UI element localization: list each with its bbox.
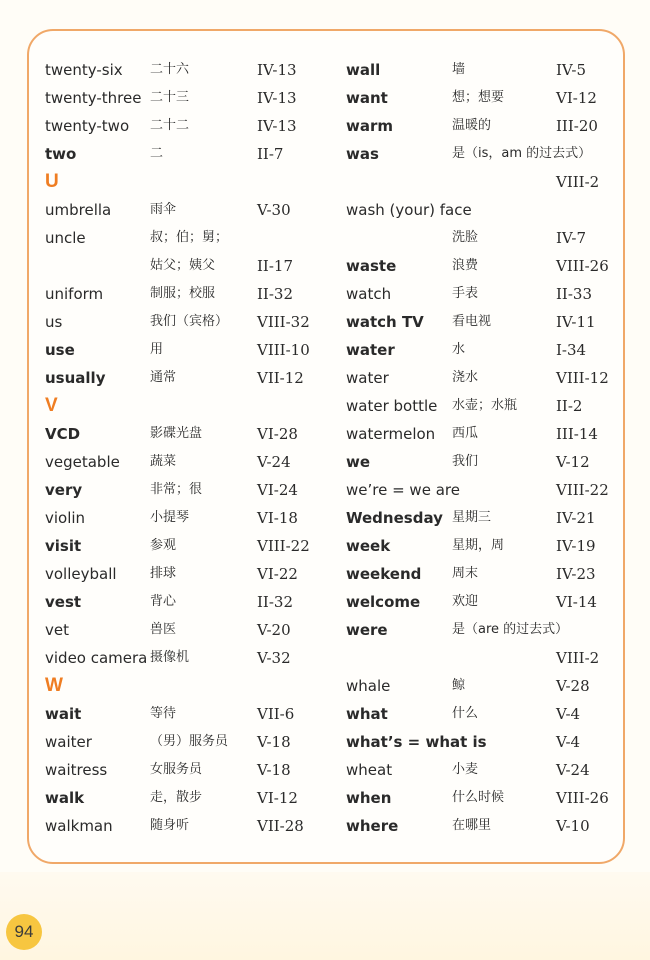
entry-word: water <box>346 369 389 387</box>
entry-word: video camera <box>45 649 148 667</box>
entry-word: warm <box>346 117 394 135</box>
glossary-entry-us <box>45 308 335 336</box>
entry-reference: IV-11 <box>556 313 596 331</box>
entry-translation: 二十六 <box>150 62 190 77</box>
entry-translation: 鲸 <box>452 678 466 693</box>
section-letter-v: V <box>45 395 58 416</box>
entry-word: violin <box>45 509 86 527</box>
entry-translation: 影碟光盘 <box>150 426 203 441</box>
entry-word: wash (your) face <box>346 201 472 219</box>
glossary-entry-watch <box>346 280 622 308</box>
glossary-entry-we-re-we-are <box>346 476 622 504</box>
entry-translation: 在哪里 <box>452 818 492 833</box>
entry-translation: 西瓜 <box>452 426 479 441</box>
entry-translation: 我们（宾格） <box>150 314 229 329</box>
glossary-entry-two <box>45 140 335 168</box>
entry-reference: V-32 <box>257 649 291 667</box>
glossary-entry-warm <box>346 112 622 140</box>
entry-translation: 手表 <box>452 286 479 301</box>
entry-translation: 浇水 <box>452 370 479 385</box>
glossary-entry-video-camera <box>45 644 335 672</box>
entry-reference: VIII-2 <box>556 173 600 191</box>
entry-translation: 随身听 <box>150 818 190 833</box>
glossary-entry-we <box>346 448 622 476</box>
entry-reference: VI-28 <box>257 425 298 443</box>
glossary-entry-water <box>346 364 622 392</box>
entry-translation: 兽医 <box>150 622 177 637</box>
entry-reference: IV-21 <box>556 509 596 527</box>
entry-reference: III-14 <box>556 425 598 443</box>
entry-word: what <box>346 705 388 723</box>
entry-reference: IV-13 <box>257 89 297 107</box>
glossary-entry-wheat <box>346 756 622 784</box>
glossary-entry-weekend <box>346 560 622 588</box>
glossary-entry-water-bottle <box>346 392 622 420</box>
glossary-entry-week <box>346 532 622 560</box>
entry-word: watch <box>346 285 392 303</box>
glossary-entry-continuation <box>346 168 622 196</box>
entry-reference: III-20 <box>556 117 598 135</box>
glossary-entry-usually <box>45 364 335 392</box>
entry-word: very <box>45 481 83 499</box>
entry-word: twenty-three <box>45 89 142 107</box>
glossary-entry-wall <box>346 56 622 84</box>
entry-reference: V-4 <box>556 733 581 751</box>
glossary-entry-vest <box>45 588 335 616</box>
entry-reference: VIII-2 <box>556 649 600 667</box>
entry-word: vegetable <box>45 453 120 471</box>
entry-translation: 等待 <box>150 706 177 721</box>
entry-word: we <box>346 453 371 471</box>
glossary-entry-wash-your-face <box>346 196 622 224</box>
entry-translation: 洗脸 <box>452 230 479 245</box>
glossary-entry-waiter <box>45 728 335 756</box>
entry-word: vet <box>45 621 69 639</box>
section-letter-u: U <box>45 171 59 192</box>
entry-word: two <box>45 145 77 163</box>
entry-translation: 制服；校服 <box>150 286 216 301</box>
entry-translation: 小麦 <box>452 762 479 777</box>
entry-reference: II-7 <box>257 145 284 163</box>
entry-reference: IV-19 <box>556 537 596 555</box>
page-number: 94 <box>6 914 42 950</box>
entry-word: usually <box>45 369 106 387</box>
entry-reference: V-4 <box>556 705 581 723</box>
entry-word: welcome <box>346 593 421 611</box>
entry-word: were <box>346 621 388 639</box>
entry-translation: 参观 <box>150 538 177 553</box>
entry-word: week <box>346 537 391 555</box>
entry-reference: II-32 <box>257 593 294 611</box>
entry-translation: 星期三 <box>452 510 492 525</box>
entry-word: uncle <box>45 229 86 247</box>
entry-word: water bottle <box>346 397 438 415</box>
entry-translation: 星期，周 <box>452 538 505 553</box>
entry-translation: 墙 <box>452 62 466 77</box>
glossary-entry-watermelon <box>346 420 622 448</box>
entry-translation: 用 <box>150 342 164 357</box>
glossary-entry-walkman <box>45 812 335 840</box>
entry-reference: VI-14 <box>556 593 597 611</box>
glossary-entry-walk <box>45 784 335 812</box>
entry-reference: IV-13 <box>257 61 297 79</box>
entry-translation: 小提琴 <box>150 510 190 525</box>
entry-word: we’re = we are <box>346 481 460 499</box>
glossary-entry-volleyball <box>45 560 335 588</box>
entry-reference: VIII-12 <box>556 369 609 387</box>
glossary-entry-uncle <box>45 224 335 252</box>
entry-word: volleyball <box>45 565 117 583</box>
entry-translation: 走，散步 <box>150 790 203 805</box>
entry-reference: I-34 <box>556 341 587 359</box>
entry-translation: 是（are 的过去式） <box>452 622 569 637</box>
entry-word: whale <box>346 677 391 695</box>
glossary-entry-want <box>346 84 622 112</box>
entry-word: when <box>346 789 392 807</box>
entry-translation: 看电视 <box>452 314 492 329</box>
entry-reference: VIII-22 <box>556 481 609 499</box>
entry-translation: 非常；很 <box>150 482 203 497</box>
glossary-entry-waste <box>346 252 622 280</box>
page-footer-band <box>0 872 650 960</box>
entry-word: want <box>346 89 388 107</box>
glossary-entry-twenty-three <box>45 84 335 112</box>
entry-translation: 周末 <box>452 566 479 581</box>
entry-translation: 叔；伯；舅； <box>150 230 229 245</box>
glossary-entry-visit <box>45 532 335 560</box>
entry-reference: VII-12 <box>257 369 304 387</box>
entry-translation: 温暖的 <box>452 118 492 133</box>
entry-translation: 通常 <box>150 370 177 385</box>
entry-translation: 欢迎 <box>452 594 479 609</box>
glossary-entry-were <box>346 616 622 644</box>
glossary-entry-twenty-six <box>45 56 335 84</box>
entry-reference: VI-22 <box>257 565 298 583</box>
glossary-entry-what-s-what-is <box>346 728 622 756</box>
entry-reference: V-18 <box>257 761 291 779</box>
entry-word: VCD <box>45 425 81 443</box>
entry-word: waste <box>346 257 397 275</box>
entry-translation: 二十三 <box>150 90 190 105</box>
entry-translation: 水壶；水瓶 <box>452 398 518 413</box>
glossary-entry-water <box>346 336 622 364</box>
glossary-entry-vegetable <box>45 448 335 476</box>
entry-reference: VIII-26 <box>556 789 609 807</box>
entry-reference: IV-5 <box>556 61 586 79</box>
entry-word: where <box>346 817 399 835</box>
entry-word: walkman <box>45 817 113 835</box>
glossary-entry-where <box>346 812 622 840</box>
entry-reference: V-20 <box>257 621 291 639</box>
entry-translation: 什么 <box>452 706 479 721</box>
glossary-entry-continuation <box>45 252 335 280</box>
entry-translation: 二 <box>150 146 164 161</box>
entry-reference: VIII-32 <box>257 313 310 331</box>
glossary-entry-very <box>45 476 335 504</box>
entry-reference: VII-28 <box>257 817 304 835</box>
glossary-entry-whale <box>346 672 622 700</box>
entry-reference: VI-12 <box>556 89 597 107</box>
entry-reference: V-28 <box>556 677 590 695</box>
entry-word: waiter <box>45 733 92 751</box>
entry-word: umbrella <box>45 201 112 219</box>
glossary-entry-wednesday <box>346 504 622 532</box>
entry-reference: IV-23 <box>556 565 596 583</box>
entry-reference: V-30 <box>257 201 291 219</box>
entry-word: wall <box>346 61 381 79</box>
glossary-entry-continuation <box>346 644 622 672</box>
glossary-panel <box>27 29 625 864</box>
entry-word: uniform <box>45 285 104 303</box>
entry-reference: VI-24 <box>257 481 298 499</box>
glossary-entry-violin <box>45 504 335 532</box>
glossary-entry-was <box>346 140 622 168</box>
glossary-entry-waitress <box>45 756 335 784</box>
entry-translation: 水 <box>452 342 466 357</box>
glossary-entry-when <box>346 784 622 812</box>
entry-word: twenty-two <box>45 117 130 135</box>
entry-word: waitress <box>45 761 108 779</box>
entry-word: wheat <box>346 761 393 779</box>
entry-translation: 是（is，am 的过去式） <box>452 146 592 161</box>
entry-reference: VIII-26 <box>556 257 609 275</box>
entry-reference: II-32 <box>257 285 294 303</box>
glossary-entry-twenty-two <box>45 112 335 140</box>
entry-translation: 浪费 <box>452 258 479 273</box>
entry-word: watermelon <box>346 425 436 443</box>
entry-reference: V-24 <box>556 761 590 779</box>
entry-reference: VIII-10 <box>257 341 310 359</box>
entry-reference: VI-12 <box>257 789 298 807</box>
glossary-entry-use <box>45 336 335 364</box>
entry-translation: 雨伞 <box>150 202 177 217</box>
entry-translation: 背心 <box>150 594 177 609</box>
glossary-entry-what <box>346 700 622 728</box>
entry-translation: 蔬菜 <box>150 454 177 469</box>
glossary-entry-uniform <box>45 280 335 308</box>
entry-reference: VII-6 <box>257 705 295 723</box>
entry-reference: VI-18 <box>257 509 298 527</box>
entry-word: was <box>346 145 379 163</box>
entry-reference: IV-7 <box>556 229 586 247</box>
entry-translation: 想；想要 <box>452 90 505 105</box>
entry-word: water <box>346 341 395 359</box>
entry-translation: 姑父；姨父 <box>150 258 216 273</box>
entry-reference: VIII-22 <box>257 537 310 555</box>
glossary-entry-vcd <box>45 420 335 448</box>
glossary-entry-umbrella <box>45 196 335 224</box>
entry-word: twenty-six <box>45 61 123 79</box>
entry-reference: V-24 <box>257 453 291 471</box>
entry-translation: （男）服务员 <box>150 734 229 749</box>
entry-reference: V-18 <box>257 733 291 751</box>
entry-reference: IV-13 <box>257 117 297 135</box>
entry-word: Wednesday <box>346 509 443 527</box>
entry-translation: 排球 <box>150 566 177 581</box>
entry-reference: II-2 <box>556 397 583 415</box>
entry-word: weekend <box>346 565 422 583</box>
entry-translation: 二十二 <box>150 118 190 133</box>
entry-word: what’s = what is <box>346 733 487 751</box>
glossary-entry-vet <box>45 616 335 644</box>
glossary-entry-continuation <box>346 224 622 252</box>
entry-word: use <box>45 341 75 359</box>
section-letter-w: W <box>45 675 63 696</box>
entry-word: walk <box>45 789 85 807</box>
entry-translation: 摄像机 <box>150 650 190 665</box>
entry-word: vest <box>45 593 82 611</box>
glossary-entry-welcome <box>346 588 622 616</box>
entry-translation: 女服务员 <box>150 762 203 777</box>
entry-word: us <box>45 313 63 331</box>
entry-word: visit <box>45 537 82 555</box>
glossary-entry-watch-tv <box>346 308 622 336</box>
glossary-entry-wait <box>45 700 335 728</box>
entry-reference: II-17 <box>257 257 294 275</box>
entry-word: wait <box>45 705 82 723</box>
entry-translation: 我们 <box>452 454 479 469</box>
entry-word: watch TV <box>346 313 424 331</box>
entry-reference: V-10 <box>556 817 590 835</box>
entry-reference: V-12 <box>556 453 590 471</box>
entry-translation: 什么时候 <box>452 790 505 805</box>
entry-reference: II-33 <box>556 285 593 303</box>
